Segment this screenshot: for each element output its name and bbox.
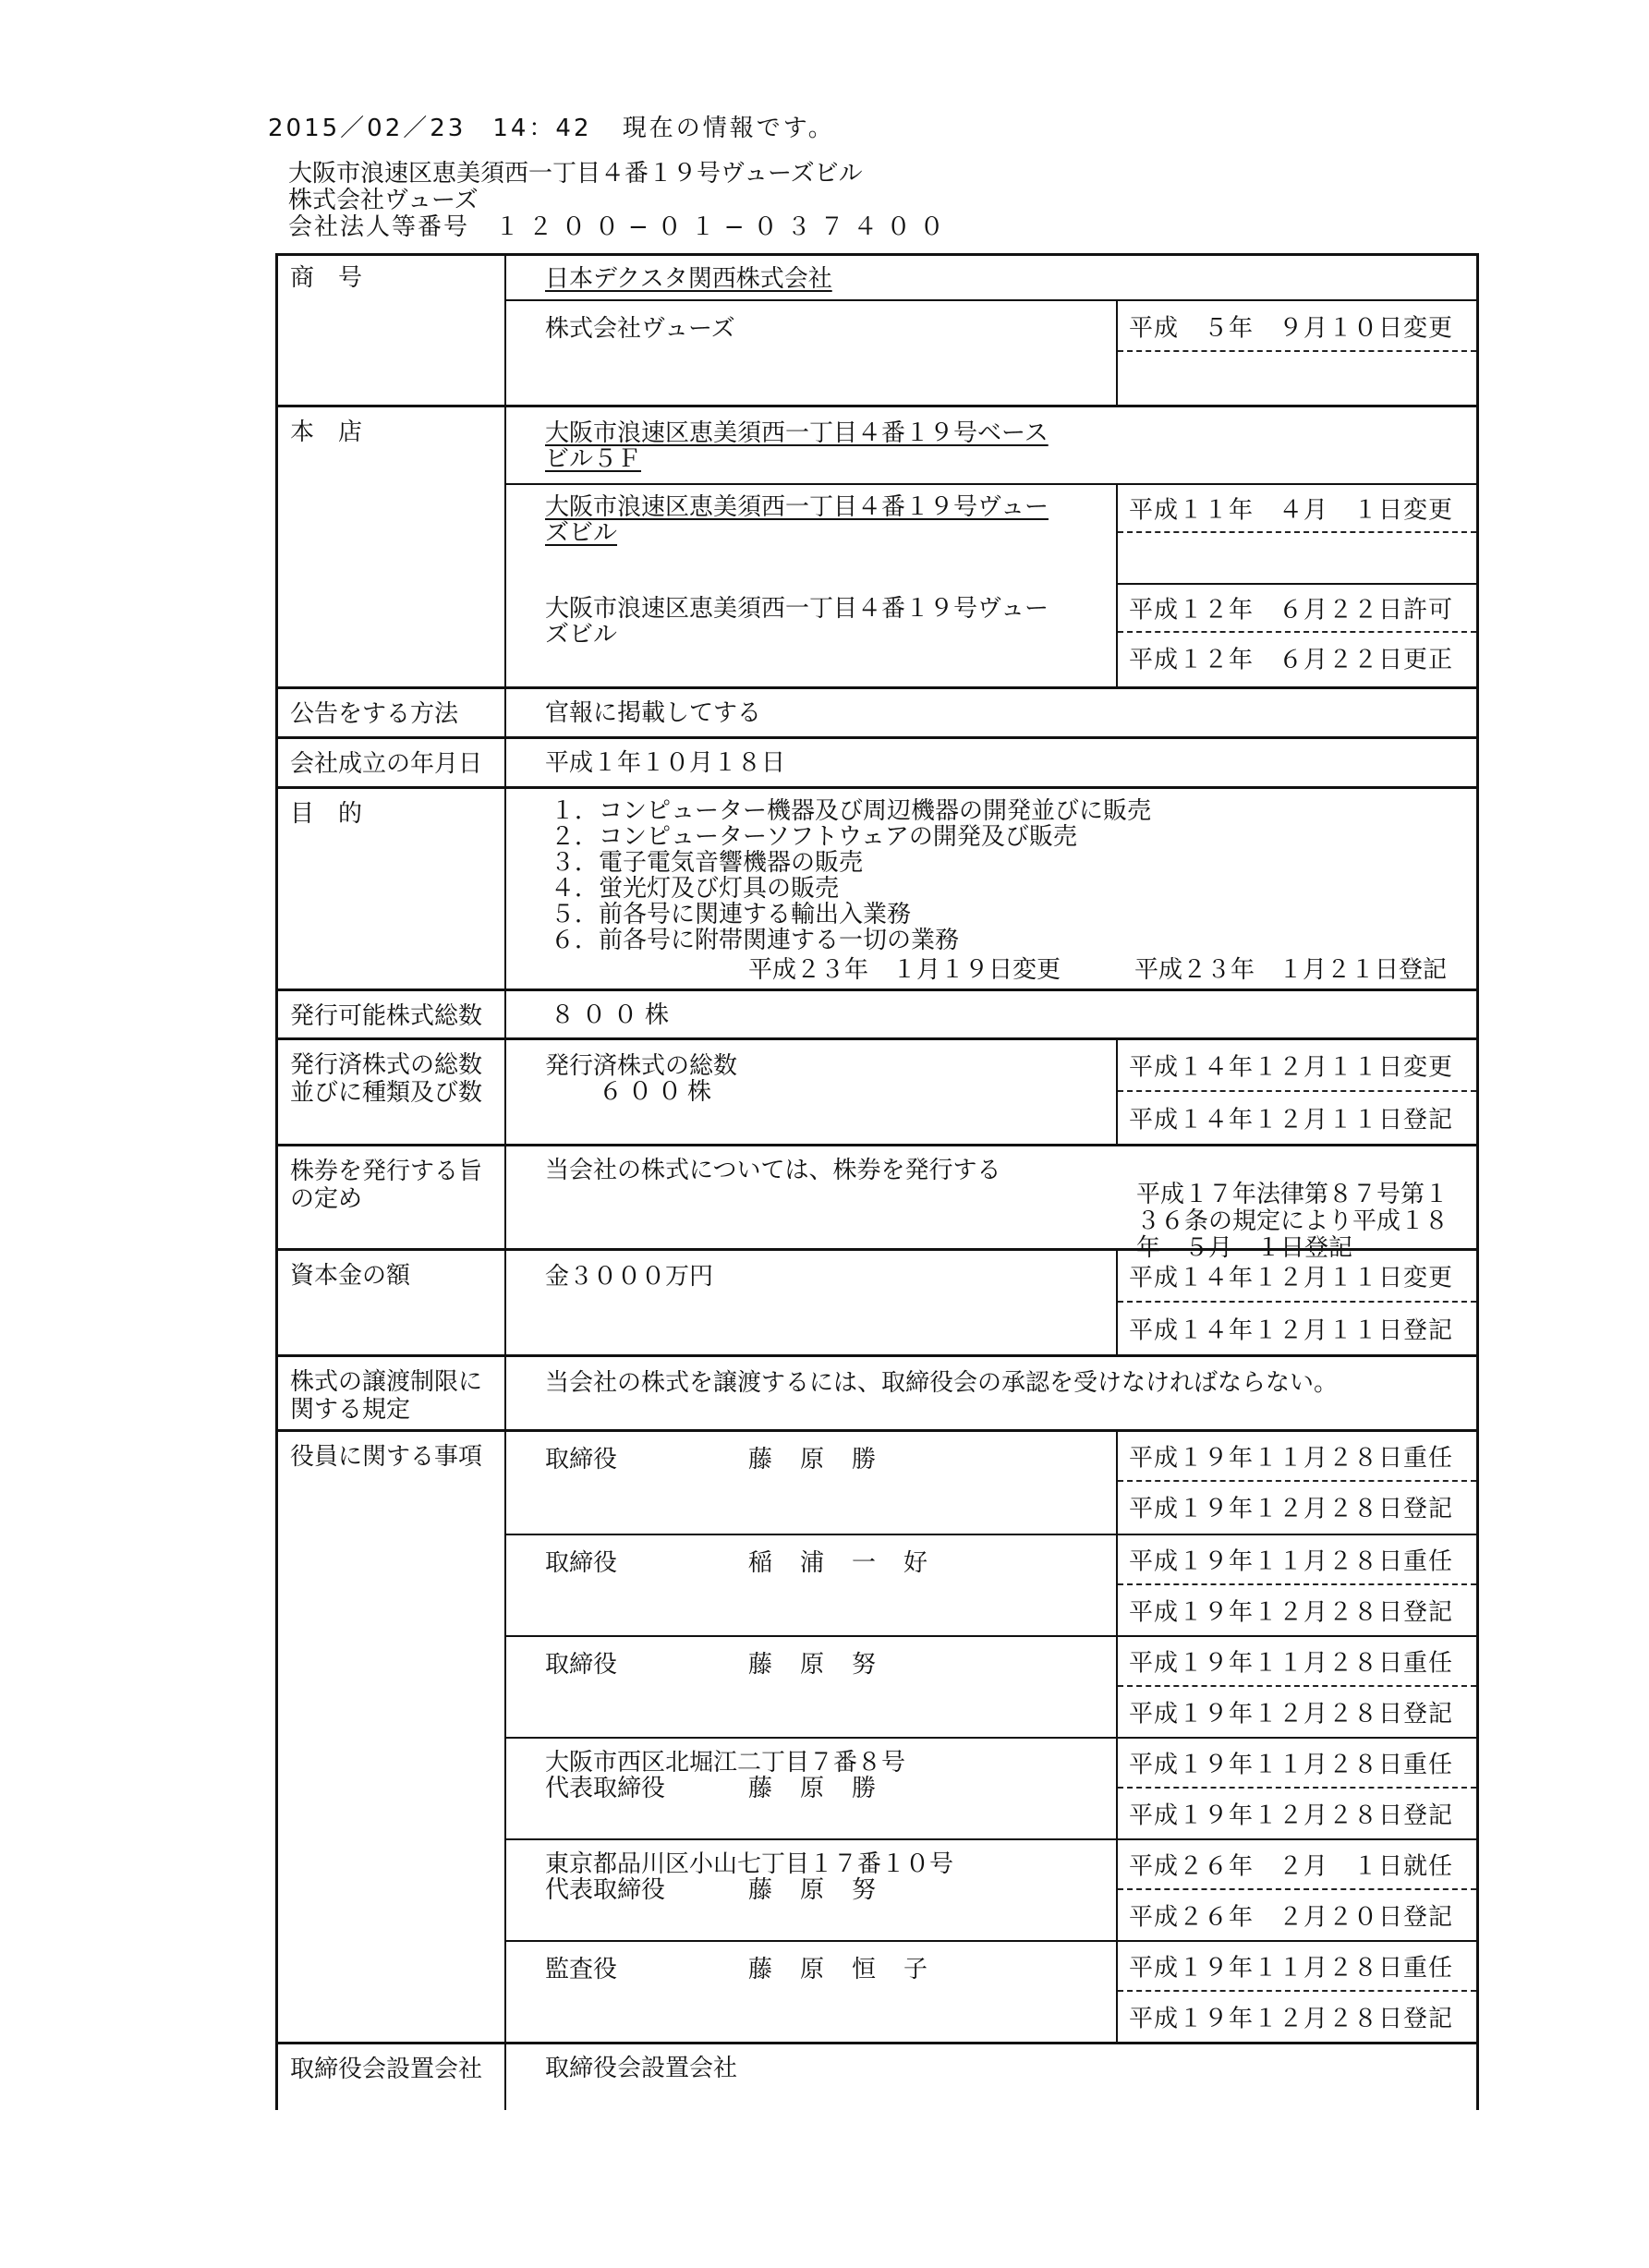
section-notice <box>275 689 1479 739</box>
date-cell: 平成１４年１２月１１日登記 <box>1129 1106 1454 1134</box>
purpose-item: ２．コンピューターソフトウェアの開発及び販売 <box>551 823 1077 851</box>
officer-role-name <box>545 1957 955 1983</box>
trade-name-old: 日本デクスタ関西株式会社 <box>545 265 832 293</box>
section-purpose <box>275 789 1479 991</box>
officer-role: 取締役 <box>545 1446 618 1474</box>
officer-name: 藤原勝 <box>748 1775 904 1802</box>
date-cell: 平成１９年１１月２８日重任 <box>1118 1535 1476 1585</box>
section-authorized-shares <box>275 991 1479 1040</box>
purpose-item: ３．電子電気音響機器の販売 <box>551 849 864 877</box>
section-officers <box>275 1432 1479 2044</box>
corp-number-label: 会社法人等番号 <box>288 213 470 241</box>
section-board <box>275 2044 1479 2110</box>
issued-shares-dates <box>1116 1040 1476 1144</box>
officer-address: 東京都品川区小山七丁目１７番１０号 <box>545 1850 954 1878</box>
officer-name: 藤原恒子 <box>748 1956 956 1983</box>
officer-role-name <box>545 1447 903 1473</box>
authorized-shares-value: ８００株 <box>551 1001 677 1029</box>
officer-dates <box>1116 1739 1476 1840</box>
section-established <box>275 739 1479 789</box>
corp-number: １２００−０１−０３７４００ <box>495 213 953 241</box>
officer-text <box>545 1652 903 1678</box>
date-cell: 平成１２年 ６月２２日許可 <box>1118 585 1476 633</box>
officer-role: 代表取締役 <box>545 1775 666 1802</box>
transfer-restriction-value: 当会社の株式を譲渡するには、取締役会の承認を受けなければならない。 <box>545 1369 1339 1397</box>
section-capital <box>275 1251 1479 1357</box>
officer-role: 監査役 <box>545 1956 618 1983</box>
date-cell: 平成１２年 ６月２２日更正 <box>1129 646 1454 674</box>
purpose-item: ６．前各号に附帯関連する一切の業務 <box>551 927 960 954</box>
label-notice: 公告をする方法 <box>290 700 459 728</box>
officer-text <box>545 1957 955 1983</box>
officer-dates <box>1116 1432 1476 1534</box>
head-office-dates <box>1116 485 1476 688</box>
date-cell: 平成２６年 ２月 １日就任 <box>1118 1840 1476 1890</box>
date-cell: 平成１４年１２月１１日変更 <box>1118 1040 1476 1092</box>
officer-name: 藤原努 <box>748 1876 904 1904</box>
label-established: 会社成立の年月日 <box>290 750 483 778</box>
date-cell: 平成１９年１２月２８日登記 <box>1129 2005 1454 2033</box>
date-cell: 平成２６年 ２月２０日登記 <box>1129 1903 1454 1932</box>
capital-dates <box>1116 1251 1476 1354</box>
date-cell: 平成１９年１２月２８日登記 <box>1129 1801 1454 1830</box>
date-cell: 平成１９年１１月２８日重任 <box>1118 1432 1476 1482</box>
section-transfer-restriction <box>275 1357 1479 1432</box>
officer-dates <box>1116 1637 1476 1739</box>
officer-role-name <box>545 1550 955 1576</box>
officer-text <box>545 1447 903 1473</box>
trade-name-current-row <box>506 299 1479 406</box>
officer-row <box>506 1737 1479 1840</box>
label-transfer-restriction: 株式の譲渡制限に 関する規定 <box>290 1368 483 1424</box>
date-cell: 平成１９年１１月２８日重任 <box>1118 1637 1476 1687</box>
date-cell: 平成１９年１１月２８日重任 <box>1118 1942 1476 1992</box>
date-cell: 平成１１年 ４月 １日変更 <box>1118 485 1476 533</box>
timestamp: 2015／02／23 14：42 <box>268 115 592 142</box>
date-cell <box>1118 533 1476 585</box>
officer-role-name <box>545 1776 905 1801</box>
officer-name: 藤原努 <box>748 1651 904 1679</box>
officer-dates <box>1116 1840 1476 1942</box>
company-address: 大阪市浪速区恵美須西一丁目４番１９号ヴューズビル <box>288 160 863 188</box>
section-issued-shares <box>275 1040 1479 1146</box>
label-officers: 役員に関する事項 <box>290 1443 483 1471</box>
head-office-entry-3: 大阪市浪速区恵美須西一丁目４番１９号ヴュー ズビル <box>545 595 1049 649</box>
officer-role: 代表取締役 <box>545 1876 666 1904</box>
registry-table <box>275 253 1479 2110</box>
label-authorized-shares: 発行可能株式総数 <box>290 1002 483 1030</box>
officer-role-name <box>545 1877 953 1903</box>
officer-row <box>506 1534 1479 1637</box>
purpose-changed: 平成２３年 １月１９日変更 <box>748 956 1061 984</box>
purpose-item: １．コンピューター機器及び周辺機器の開発並びに販売 <box>551 797 1152 825</box>
date-cell: 平成１９年１２月２８日登記 <box>1129 1598 1454 1627</box>
date-cell: 平成１９年１２月２８日登記 <box>1129 1495 1454 1523</box>
label-certificates: 株券を発行する旨 の定め <box>290 1158 483 1213</box>
board-value: 取締役会設置会社 <box>545 2055 738 2082</box>
date-cell: 平成１４年１２月１１日登記 <box>1129 1316 1454 1345</box>
officer-row <box>506 1940 1479 2044</box>
date-cell: 平成１９年１１月２８日重任 <box>1118 1739 1476 1789</box>
capital-value: 金３０００万円 <box>545 1263 714 1291</box>
officer-text <box>545 1851 953 1903</box>
status-text: 現在の情報です。 <box>622 115 835 142</box>
section-trade-name <box>275 253 1479 407</box>
purpose-item: ４．蛍光灯及び灯具の販売 <box>551 875 840 903</box>
section-certificates <box>275 1146 1479 1262</box>
officer-row <box>506 1432 1479 1534</box>
officer-row <box>506 1635 1479 1739</box>
officer-text <box>545 1750 905 1801</box>
officer-role-name <box>545 1652 903 1678</box>
label-purpose: 目 的 <box>290 800 363 828</box>
corp-number-row <box>288 214 953 241</box>
certificates-note: 平成１７年法律第８７号第１ ３６条の規定により平成１８ 年 ５月 １日登記 <box>1136 1181 1449 1262</box>
officer-dates <box>1116 1535 1476 1637</box>
company-name: 株式会社ヴューズ <box>288 187 479 214</box>
date-cell: 平成１４年１２月１１日変更 <box>1118 1251 1476 1303</box>
officer-dates <box>1116 1942 1476 2044</box>
date-cell: 平成 ５年 ９月１０日変更 <box>1118 301 1476 352</box>
officer-role: 取締役 <box>545 1651 618 1679</box>
label-board: 取締役会設置会社 <box>290 2056 483 2083</box>
company-block <box>288 161 953 241</box>
section-head-office <box>275 407 1479 689</box>
officer-text <box>545 1550 955 1576</box>
date-cell <box>1118 352 1476 405</box>
label-head-office: 本 店 <box>290 418 363 446</box>
label-issued-shares: 発行済株式の総数 並びに種類及び数 <box>290 1051 483 1107</box>
page-header <box>268 109 835 143</box>
officer-address: 大阪市西区北堀江二丁目７番８号 <box>545 1749 906 1777</box>
purpose-list <box>551 798 1151 953</box>
trade-name-current: 株式会社ヴューズ <box>545 315 735 343</box>
label-trade-name: 商 号 <box>290 264 363 292</box>
officer-row <box>506 1838 1479 1942</box>
officer-name: 稲浦一好 <box>748 1549 956 1577</box>
head-office-entry-2: 大阪市浪速区恵美須西一丁目４番１９号ヴュー ズビル <box>545 493 1049 547</box>
notice-value: 官報に掲載してする <box>545 699 762 727</box>
established-value: 平成１年１０月１８日 <box>545 749 786 777</box>
purpose-item: ５．前各号に関連する輸出入業務 <box>551 901 912 928</box>
head-office-rows <box>506 483 1479 688</box>
purpose-registered: 平成２３年 １月２１日登記 <box>1134 956 1448 984</box>
officer-name: 藤原勝 <box>748 1446 904 1474</box>
certificates-value: 当会社の株式については、株券を発行する <box>545 1157 1001 1184</box>
officer-role: 取締役 <box>545 1549 618 1577</box>
issued-shares-value: 発行済株式の総数 ６００株 <box>545 1052 738 1106</box>
label-capital: 資本金の額 <box>290 1262 411 1290</box>
head-office-entry-1: 大阪市浪速区恵美須西一丁目４番１９号ベース ビル５Ｆ <box>545 419 1049 473</box>
date-cell: 平成１９年１２月２８日登記 <box>1129 1700 1454 1728</box>
trade-name-dates <box>1116 301 1476 406</box>
